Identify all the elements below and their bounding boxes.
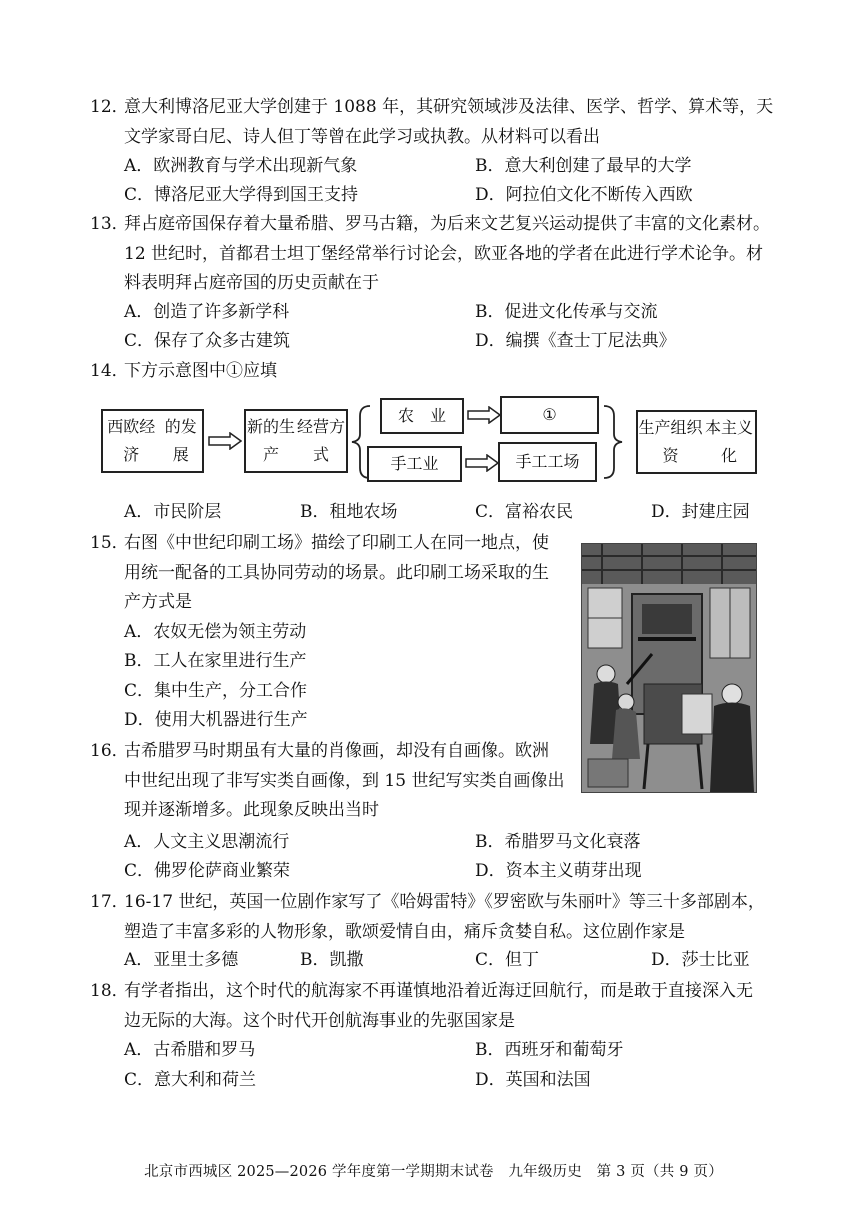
question-stem: 意大利博洛尼亚大学创建于 1088 年，其研究领域涉及法律、医学、哲学、算术等，天	[124, 97, 774, 117]
question-stem: 料表明拜占庭帝国的历史贡献在于	[124, 273, 379, 293]
arrow-right-icon	[465, 454, 499, 472]
question-stem: 塑造了丰富多彩的人物形象，歌颂爱情自由，痛斥贪婪自私。这位剧作家是	[124, 921, 685, 942]
question-number: 17．	[90, 892, 129, 912]
option-d[interactable]: D．阿拉伯文化不断传入西欧	[475, 185, 693, 205]
question-stem: 中世纪出现了非写实类自画像，到 15 世纪写实类自画像出	[124, 770, 565, 791]
page-footer: 北京市西城区 2025—2026 学年度第一学期期末试卷 九年级历史 第 3 页（共 9 页）	[144, 1164, 723, 1180]
diagram-box-economy: 西欧经济 的发展	[101, 409, 204, 473]
option-c[interactable]: C．富裕农民	[475, 502, 574, 522]
option-b[interactable]: B．西班牙和葡萄牙	[475, 1040, 624, 1060]
option-d[interactable]: D．英国和法国	[475, 1070, 591, 1090]
option-d[interactable]: D．使用大机器进行生产	[124, 710, 308, 730]
option-a[interactable]: A．农奴无偿为领主劳动	[124, 622, 307, 642]
option-a[interactable]: A．创造了许多新学科	[124, 302, 290, 322]
question-17	[90, 888, 765, 947]
option-d[interactable]: D．编撰《查士丁尼法典》	[475, 331, 676, 351]
question-18	[90, 977, 753, 1036]
diagram-box-handicraft: 手工业	[367, 446, 462, 482]
option-a[interactable]: A．人文主义思潮流行	[124, 832, 290, 852]
option-c[interactable]: C．保存了众多古建筑	[124, 331, 291, 351]
question-stem: 下方示意图中①应填	[124, 361, 277, 381]
question-number: 13．	[90, 214, 129, 234]
question-14	[90, 357, 277, 387]
question-stem: 16-17 世纪，英国一位剧作家写了《哈姆雷特》《罗密欧与朱丽叶》等三十多部剧本，	[124, 892, 765, 912]
question-stem: 拜占庭帝国保存着大量希腊、罗马古籍，为后来文艺复兴运动提供了丰富的文化素材。	[124, 214, 770, 234]
printing-workshop-image	[581, 543, 757, 793]
question-number: 18．	[90, 981, 129, 1001]
option-b[interactable]: B．希腊罗马文化衰落	[475, 832, 641, 852]
right-brace-icon	[602, 404, 624, 480]
question-stem: 右图《中世纪印刷工场》描绘了印刷工人在同一地点，使	[124, 533, 549, 553]
diagram-box-blank-1[interactable]: ①	[500, 396, 599, 434]
question-stem: 现并逐渐增多。此现象反映出当时	[124, 800, 379, 820]
diagram-box-agriculture: 农 业	[380, 398, 464, 434]
question-stem: 有学者指出，这个时代的航海家不再谨慎地沿着近海迂回航行，而是敢于直接深入无	[124, 981, 753, 1001]
option-d[interactable]: D．资本主义萌芽出现	[475, 861, 642, 881]
question-stem: 12 世纪时，首都君士坦丁堡经常举行讨论会，欧亚各地的学者在此进行学术论争。材	[124, 243, 764, 264]
question-stem: 产方式是	[124, 592, 192, 612]
question-stem: 古希腊罗马时期虽有大量的肖像画，却没有自画像。欧洲	[124, 741, 549, 761]
diagram-box-capitalism: 生产组织资 本主义化	[636, 410, 757, 474]
option-d[interactable]: D．封建庄园	[651, 502, 750, 522]
option-b[interactable]: B．凯撒	[300, 950, 364, 970]
option-b[interactable]: B．工人在家里进行生产	[124, 651, 307, 671]
option-c[interactable]: C．佛罗伦萨商业繁荣	[124, 861, 291, 881]
option-a[interactable]: A．亚里士多德	[124, 950, 239, 970]
question-number: 12．	[90, 97, 129, 117]
option-c[interactable]: C．意大利和荷兰	[124, 1070, 257, 1090]
diagram-box-workshop: 手工工场	[498, 442, 597, 482]
option-c[interactable]: C．博洛尼亚大学得到国王支持	[124, 185, 359, 205]
option-b[interactable]: B．促进文化传承与交流	[475, 302, 658, 322]
question-number: 15．	[90, 533, 129, 553]
question-13	[90, 210, 770, 299]
arrow-right-icon	[208, 432, 242, 450]
question-12	[90, 93, 773, 152]
option-a[interactable]: A．古希腊和罗马	[124, 1040, 256, 1060]
diagram-box-new-mode: 新的生产 经营方式	[244, 409, 348, 473]
arrow-right-icon	[467, 406, 501, 424]
question-stem: 边无际的大海。这个时代开创航海事业的先驱国家是	[124, 1010, 515, 1031]
question-15	[90, 529, 549, 618]
option-a[interactable]: A．欧洲教育与学术出现新气象	[124, 156, 358, 176]
option-b[interactable]: B．租地农场	[300, 502, 398, 522]
question-number: 14．	[90, 361, 129, 381]
option-c[interactable]: C．集中生产，分工合作	[124, 681, 308, 701]
option-a[interactable]: A．市民阶层	[124, 502, 222, 522]
option-d[interactable]: D．莎士比亚	[651, 950, 750, 970]
question-stem: 用统一配备的工具协同劳动的场景。此印刷工场采取的生	[124, 562, 549, 583]
option-b[interactable]: B．意大利创建了最早的大学	[475, 156, 692, 176]
question-number: 16．	[90, 741, 129, 761]
question-16	[90, 737, 564, 826]
option-c[interactable]: C．但丁	[475, 950, 540, 970]
question-stem: 文学家哥白尼、诗人但丁等曾在此学习或执教。从材料可以看出	[124, 126, 600, 147]
